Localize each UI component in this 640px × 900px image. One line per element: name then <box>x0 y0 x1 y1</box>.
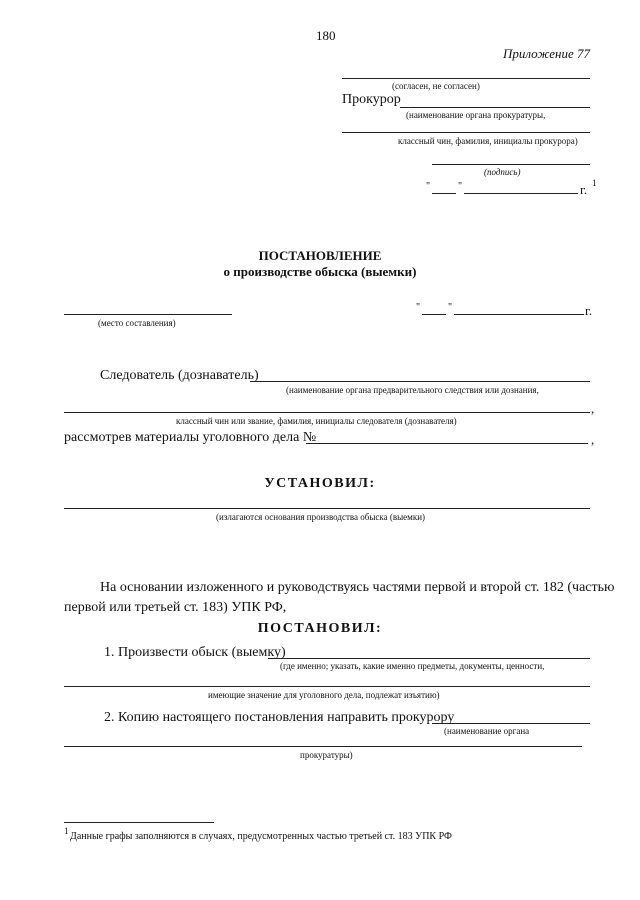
investigator-rank-caption: классный чин или звание, фамилия, инициалы следователя (дознавателя) <box>176 416 457 426</box>
footnote-mark: 1 <box>64 826 69 836</box>
page-number: 180 <box>316 28 336 43</box>
approval-day-line <box>432 193 456 194</box>
place-caption: (место составления) <box>98 318 176 328</box>
decided-item-1: 1. Произвести обыск (выемку) <box>104 645 286 660</box>
prosecutor-rank-caption: классный чин, фамилия, инициалы прокурора) <box>398 136 578 146</box>
investigator-rank-comma: , <box>591 401 595 416</box>
approval-footnote-mark: 1 <box>592 178 597 188</box>
date-quote-open: " <box>416 302 421 313</box>
prosecutor-rank-line <box>342 132 590 133</box>
footnote-separator <box>64 822 214 823</box>
prosecutor-label: Прокурор <box>342 92 401 107</box>
decided-item-1-caption-2: имеющие значение для уголовного дела, подлежат изъятию) <box>208 690 440 700</box>
appendix-label: Приложение 77 <box>502 46 590 61</box>
approval-year-suffix: г. <box>580 182 588 197</box>
approval-date-quote-open: " <box>426 181 431 192</box>
signature-caption: (подпись) <box>484 167 521 177</box>
decided-item-2: 2. Копию настоящего постановления направить прокурору <box>104 710 455 725</box>
case-number-line <box>306 443 588 444</box>
items-line <box>64 686 590 687</box>
investigator-line <box>250 381 590 382</box>
investigator-label: Следователь (дознаватель) <box>100 368 259 383</box>
prosecutor-office-line <box>64 746 582 747</box>
investigator-rank-line <box>64 412 590 413</box>
case-comma: , <box>591 432 595 447</box>
established-line <box>64 508 590 509</box>
signature-line <box>432 164 590 165</box>
date-quote-close: " <box>448 302 453 313</box>
established-heading: УСТАНОВИЛ: <box>264 476 376 491</box>
decided-item-2-caption: (наименование органа <box>444 726 530 736</box>
case-text: рассмотрев материалы уголовного дела № <box>64 430 317 445</box>
document-title: ПОСТАНОВЛЕНИЕ <box>258 248 382 263</box>
footnote-text: Данные графы заполняются в случаях, предусмотренных частью третьей ст. 183 УПК РФ <box>70 831 452 842</box>
prosecutor-organ-line <box>432 723 590 724</box>
investigator-organ-caption: (наименование органа предварительного следствия или дознания, <box>286 385 539 395</box>
prosecutor-line <box>400 107 590 108</box>
basis-line-2: первой или третьей ст. 183) УПК РФ, <box>64 600 287 615</box>
approval-month-line <box>464 193 578 194</box>
basis-line-1: На основании изложенного и руководствуясь частями первой и второй ст. 182 (частью <box>100 580 615 595</box>
prosecutor-organ-caption: (наименование органа прокуратуры, <box>406 110 546 120</box>
agree-line <box>342 78 590 79</box>
search-place-line <box>268 658 590 659</box>
document-subtitle: о производстве обыска (выемки) <box>223 264 417 279</box>
decided-item-2-caption-2: прокуратуры) <box>300 750 353 760</box>
approval-date-quote-close: " <box>458 181 463 192</box>
agree-caption: (согласен, не согласен) <box>392 81 480 91</box>
established-caption: (излагаются основания производства обыска (выемки) <box>216 512 426 522</box>
day-line <box>422 314 446 315</box>
date-year-suffix: г. <box>585 303 593 318</box>
place-line <box>64 314 232 315</box>
decided-item-1-caption: (где именно; указать, какие именно предметы, документы, ценности, <box>280 661 545 671</box>
month-line <box>454 314 584 315</box>
decided-heading: ПОСТАНОВИЛ: <box>257 621 383 636</box>
